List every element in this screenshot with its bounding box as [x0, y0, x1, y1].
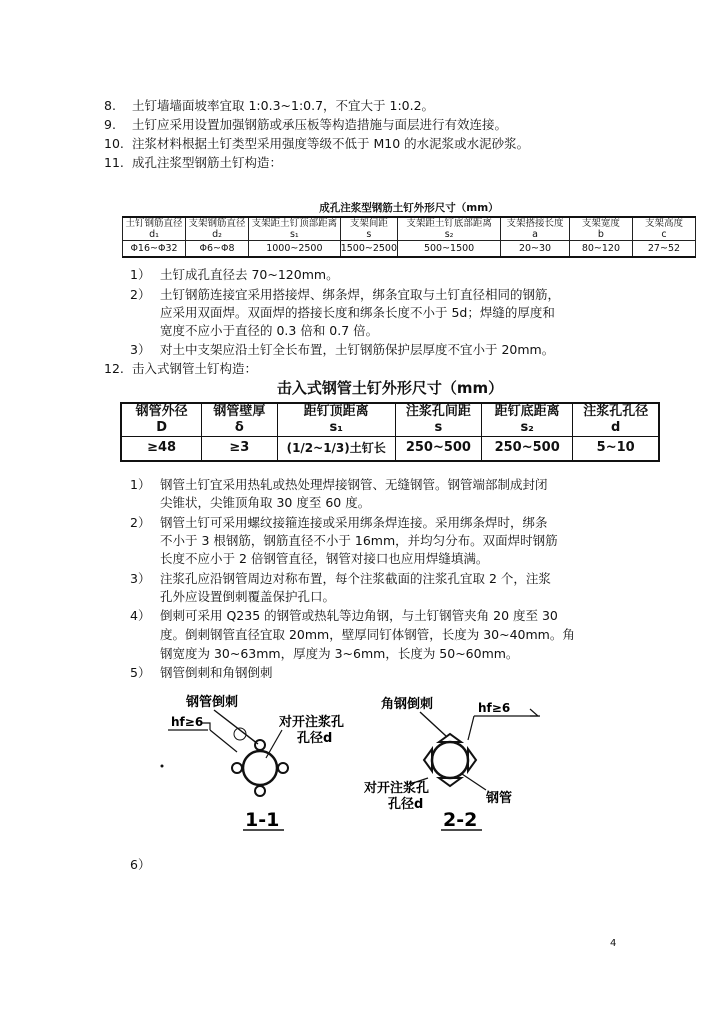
item-12: 12. 击入式钢管土钉构造： — [104, 361, 258, 376]
label-angle-barb: 角钢倒刺 — [381, 697, 434, 712]
steel-pipe-barb-figure — [0, 688, 724, 838]
label-steel-pipe-barb: 钢管倒刺 — [186, 695, 239, 710]
table-1-block — [122, 200, 696, 258]
table-cell: ≥48 — [121, 437, 202, 461]
pipe-circle — [243, 751, 277, 785]
leader-line — [468, 716, 474, 740]
table-header-cell: 支架间距 s — [340, 217, 397, 241]
list12-item-6: 6） — [130, 857, 151, 872]
table-2-block — [120, 378, 660, 462]
label-hole-2: 孔径d — [297, 731, 333, 746]
list11-item-2-line-3: 宽度不应小于直径的 0.3 倍和 0.7 倍。 — [160, 323, 379, 338]
list12-item-2-line-2: 不小于 3 根钢筋，钢筋直径不小于 16mm，并均匀分布。双面焊时钢筋 — [160, 533, 558, 548]
list12-item-2: 2） 钢管土钉可采用螺纹接箍连接或采用绑条焊连接。采用绑条焊时，绑条 — [130, 515, 548, 530]
list12-item-5: 5） 钢管倒刺和角钢倒刺 — [130, 665, 273, 680]
table-cell: 1000~2500 — [249, 241, 341, 257]
table-cell: ≥3 — [202, 437, 277, 461]
item-8: 8. 土钉墙墙面坡率宜取 1:0.3~1:0.7，不宜大于 1:0.2。 — [104, 98, 435, 113]
list12-item-3-line-2: 孔外应设置倒刺覆盖保护孔口。 — [160, 589, 336, 604]
section-1-1 — [161, 694, 345, 831]
list11-item-2-line-2: 应采用双面焊。双面焊的搭接长度和绑条长度不小于 5d；焊缝的厚度和 — [160, 305, 555, 320]
list12-item-1-line-2: 尖锥状，尖锥顶角取 30 度至 60 度。 — [160, 495, 371, 510]
table-header-cell: 支架钢筋直径 d₂ — [186, 217, 249, 241]
table-cell: 250~500 — [481, 437, 572, 461]
table-cell: Φ16~Φ32 — [123, 241, 186, 257]
table-cell: (1/2~1/3)土钉长 — [277, 437, 395, 461]
table-header-cell: 注浆孔孔径 d — [573, 403, 659, 437]
caption-2-2: 2-2 — [443, 809, 478, 831]
list12-item-4-line-3: 钢宽度为 30~63mm，厚度为 3~6mm，长度为 50~60mm。 — [160, 646, 519, 661]
barb-circle — [232, 763, 242, 773]
label-hole-2: 孔径d — [388, 797, 424, 812]
section-2-2 — [363, 696, 540, 831]
label-hole-1: 对开注浆孔 — [279, 715, 345, 730]
table-header-cell: 土钉钢筋直径 d₁ — [123, 217, 186, 241]
label-pipe: 钢管 — [486, 791, 513, 806]
table-2-caption: 击入式钢管土钉外形尺寸（mm） — [276, 379, 504, 397]
table-header-cell: 支架搭接长度 a — [501, 217, 570, 241]
weld-flag — [202, 723, 210, 730]
table-header-cell: 距钉顶距离 s₁ — [277, 403, 395, 437]
table-1-header-row — [123, 217, 696, 241]
list11-item-2: 2） 土钉钢筋连接宜采用搭接焊、绑条焊，绑条宜取与土钉直径相同的钢筋， — [130, 287, 561, 302]
pipe-circle — [432, 742, 468, 778]
table-1-row — [123, 241, 696, 257]
table-header-cell: 支架高度 c — [632, 217, 695, 241]
barb-circle — [255, 740, 265, 750]
table-2-row — [121, 437, 659, 461]
label-hole-1: 对开注浆孔 — [364, 781, 430, 796]
table-1 — [122, 216, 696, 258]
list12-item-2-line-3: 长度不应小于 2 倍钢管直径，钢管对接口也应用焊缝填满。 — [160, 551, 489, 566]
leader-line — [420, 712, 446, 736]
list12-item-1: 1） 钢管土钉宜采用热轧或热处理焊接钢管、无缝钢管。钢管端部制成封闭 — [130, 477, 548, 492]
table-header-cell: 支架距土钉顶部距离 s₁ — [249, 217, 341, 241]
table-header-cell: 钢管外径 D — [121, 403, 202, 437]
page-number: 4 — [610, 938, 617, 949]
table-header-cell: 注浆孔间距 s — [395, 403, 481, 437]
table-1-caption: 成孔注浆型钢筋土钉外形尺寸（mm） — [319, 202, 499, 214]
table-cell: 250~500 — [395, 437, 481, 461]
table-cell: 500~1500 — [398, 241, 501, 257]
list12-item-4: 4） 倒刺可采用 Q235 的钢管或热轧等边角钢，与土钉钢管夹角 20 度至 30 — [130, 608, 558, 623]
table-cell: 20~30 — [501, 241, 570, 257]
table-cell: 1500~2500 — [340, 241, 397, 257]
table-header-cell: 支架宽度 b — [569, 217, 632, 241]
list11-item-3: 3） 对土中支架应沿土钉全长布置，土钉钢筋保护层厚度不宜小于 20mm。 — [130, 342, 555, 357]
item-10: 10. 注浆材料根据土钉类型采用强度等级不低于 M10 的水泥浆或水泥砂浆。 — [104, 136, 530, 151]
table-2 — [120, 402, 660, 462]
leader-line — [462, 774, 486, 790]
barb-circle — [255, 786, 265, 796]
list12-item-3: 3） 注浆孔应沿钢管周边对称布置，每个注浆截面的注浆孔宜取 2 个，注浆 — [130, 571, 551, 586]
label-weld-right: hf≥6 — [478, 701, 511, 715]
table-cell: 80~120 — [569, 241, 632, 257]
item-9: 9. 土钉应采用设置加强钢筋或承压板等构造措施与面层进行有效连接。 — [104, 117, 508, 132]
list12-item-4-line-2: 度。倒刺钢管直径宜取 20mm，壁厚同钉体钢管，长度为 30~40mm。角 — [160, 627, 575, 642]
table-cell: 27~52 — [632, 241, 695, 257]
item-11: 11. 成孔注浆型钢筋土钉构造： — [104, 155, 283, 170]
list11-item-1: 1） 土钉成孔直径去 70~120mm。 — [130, 267, 339, 282]
table-header-cell: 距钉底距离 s₂ — [481, 403, 572, 437]
label-weld-left: hf≥6 — [171, 715, 204, 729]
table-2-header-row — [121, 403, 659, 437]
barb-circle — [278, 763, 288, 773]
leader-line — [210, 730, 237, 752]
table-header-cell: 钢管壁厚 δ — [202, 403, 277, 437]
table-cell: Φ6~Φ8 — [186, 241, 249, 257]
table-header-cell: 支架距土钉底部距离 s₂ — [398, 217, 501, 241]
table-cell: 5~10 — [573, 437, 659, 461]
dot-mark — [161, 765, 164, 768]
weld-flag — [530, 709, 538, 716]
caption-1-1: 1-1 — [245, 809, 280, 831]
